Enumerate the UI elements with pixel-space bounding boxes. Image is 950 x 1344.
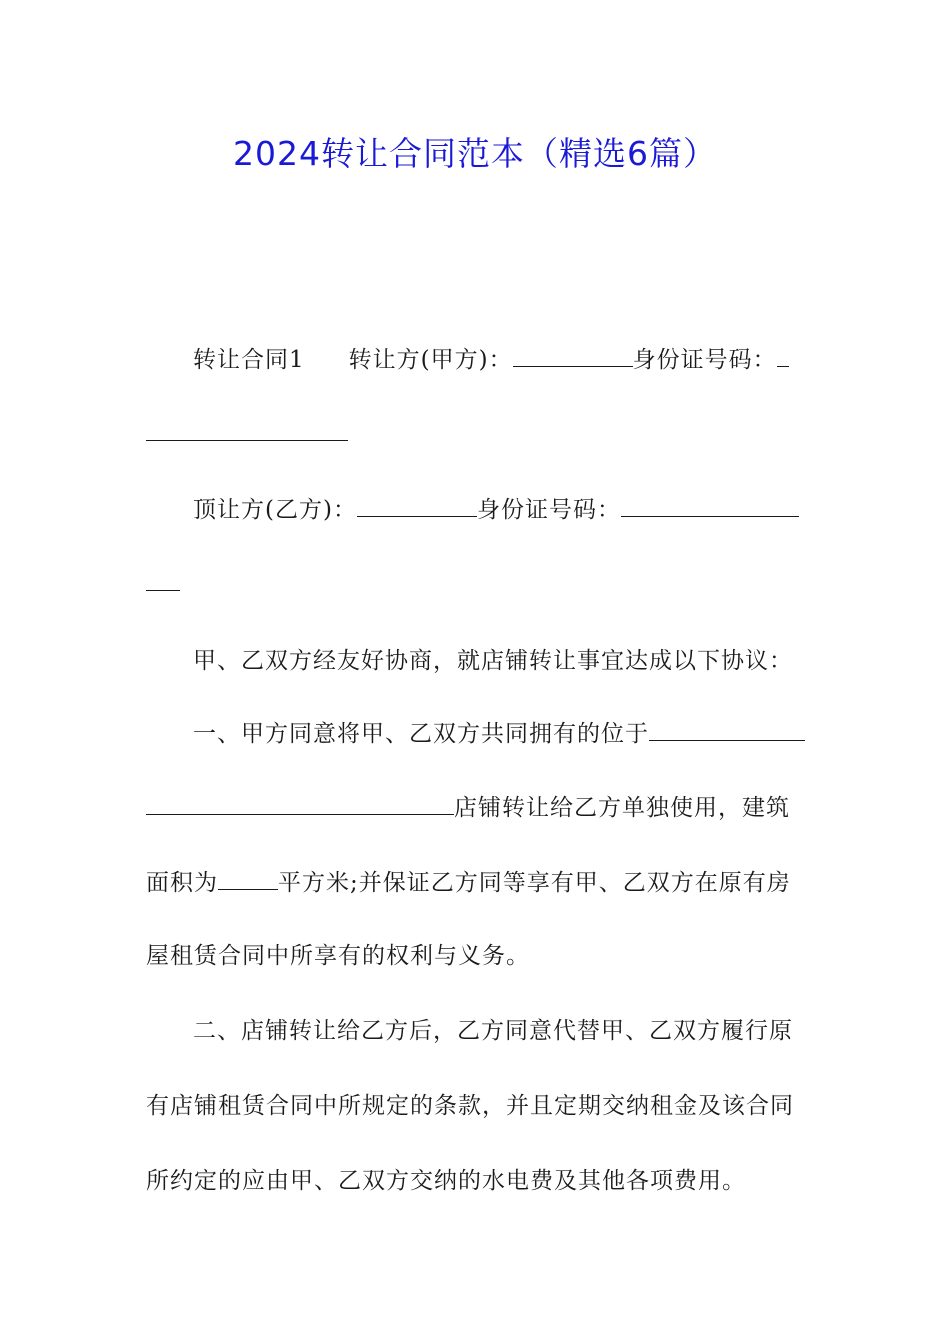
clause1-text-1: 一、甲方同意将甲、乙双方共同拥有的位于 <box>193 721 649 747</box>
intro-paragraph: 甲、乙双方经友好协商，就店铺转让事宜达成以下协议： <box>193 648 793 674</box>
clause1-text-2: 店铺转让给乙方单独使用，建筑 <box>454 795 790 821</box>
clause1-line1 <box>146 718 853 749</box>
location-blank-start[interactable] <box>649 718 805 741</box>
clause1-line3 <box>146 867 806 898</box>
party-b-id-blank-end[interactable] <box>146 568 180 591</box>
party-b-id-label: 身份证号码： <box>476 497 621 523</box>
party-a-label: 转让方(甲方)： <box>348 347 513 373</box>
clause1-text-3b: 平方米;并保证乙方同等享有甲、乙双方在原有房 <box>278 870 791 896</box>
party-a-line <box>146 344 853 375</box>
clause2-line2: 有店铺租赁合同中所规定的条款，并且定期交纳租金及该合同 <box>146 1093 794 1119</box>
clause1-line2 <box>146 792 806 823</box>
area-blank[interactable] <box>218 867 278 890</box>
party-a-id-blank-start[interactable] <box>777 344 789 367</box>
party-a-id-continuation <box>146 418 806 449</box>
party-a-id-blank-end[interactable] <box>146 418 348 441</box>
clause1-line4: 屋租赁合同中所享有的权利与义务。 <box>146 943 530 969</box>
location-blank-end[interactable] <box>146 792 454 815</box>
party-b-id-blank-start[interactable] <box>621 494 799 517</box>
party-b-id-continuation <box>146 568 806 599</box>
clause2-line3: 所约定的应由甲、乙双方交纳的水电费及其他各项费用。 <box>146 1168 746 1194</box>
party-b-name-blank[interactable] <box>357 494 477 517</box>
party-a-id-label: 身份证号码： <box>632 347 777 373</box>
party-b-label: 顶让方(乙方)： <box>193 497 357 523</box>
clause2-line1: 二、店铺转让给乙方后，乙方同意代替甲、乙双方履行原 <box>193 1018 793 1044</box>
clause1-text-3a: 面积为 <box>146 870 218 896</box>
party-b-line <box>146 494 853 525</box>
contract-heading: 转让合同1 <box>193 347 305 373</box>
document-title: 2024转让合同范本（精选6篇） <box>233 134 717 173</box>
party-a-name-blank[interactable] <box>513 344 633 367</box>
